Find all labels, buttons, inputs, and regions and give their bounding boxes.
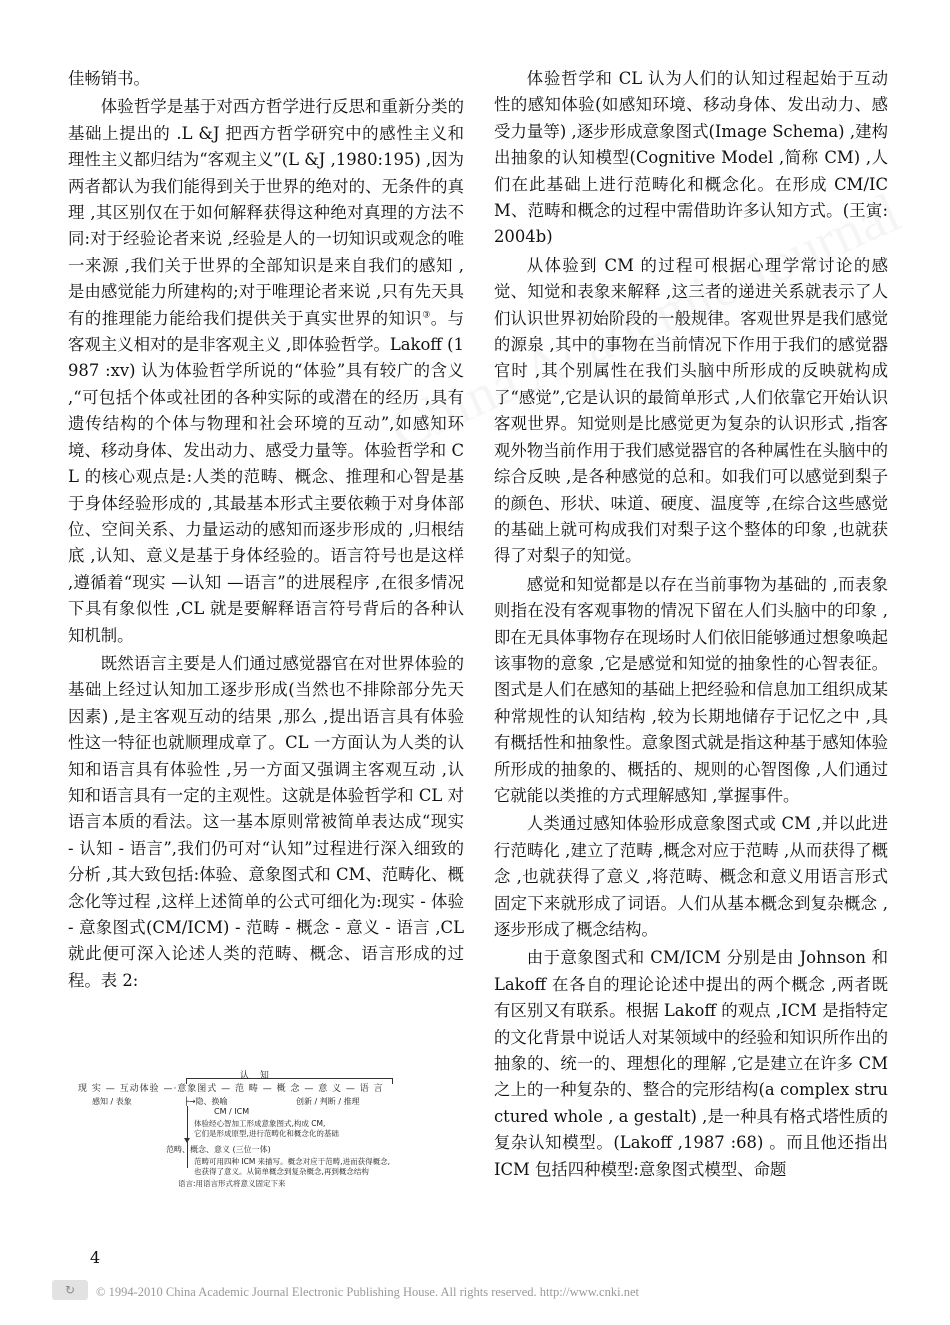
figure-main-chain: 现 实 — 互动体验 —·意象图式 — 范 畴 — 概 念 — 意 义 — 语 言 (78, 1084, 384, 1094)
copyright-footer: © 1994-2010 China Academic Journal Electronic Publishing House. All rights reserved. http://www.cnki.net (96, 1285, 639, 1299)
figure-top-label: 认 知 (240, 1071, 273, 1081)
figure-language-label: 语言:用语言形式将意义固定下来 (178, 1179, 286, 1188)
left-paragraph-1 (68, 94, 464, 649)
figure-note-line-1: 体验经心智加工形成意象图式,构成 CM, (194, 1119, 326, 1128)
right-column (494, 66, 888, 1183)
left-paragraph-0: 佳畅销书。 (68, 69, 150, 88)
figure-arrow-down-icon (184, 1138, 190, 1143)
cnki-logo-icon: ↻ (52, 1280, 88, 1300)
page-number: 4 (90, 1248, 101, 1267)
figure-vertical-line (187, 1106, 188, 1168)
left-paragraph-2: 既然语言主要是人们通过感觉器官在对世界体验的基础上经过认知加工逐步形成(当然也不排除部分先天因素) ,是主客观互动的结果 ,那么 ,提出语言具有体验性这一特征也就顺理成章了。CL 一方面认为人类的认知和语言具有体验性 ,另一方面又强调主客观互动 ,认知和语言具有一定的主观性。这就是体验哲学和 CL 对语言本质的看法。这一基本原则常被简单表达成“现实 - 认知 - 语言”,我们仍可对“认知”过程进行深入细致的分析 ,其大致包括:体验、意象图式和 CM、范畴化、概念化等过程 ,这样上述简单的公式可细化为:现实 - 体验 - 意象图式(CM/ICM) - 范畴 - 概念 - 意义 - 语言 ,CL 就此便可深入论述人类的范畴、概念、语言形成的过程。表 2: (68, 653, 464, 990)
left-paragraph-1-tail: 。与客观主义相对的是非客观主义 ,即体验哲学。Lakoff (1987 :xv) 认为体验哲学所说的“体验”具有较广的含义 ,“可包括个体或社团的各种实际的或潜在的经历 ,具有遗传结构的个体与物理和社会环境的互动”,如感知环境、移动身体、发出动力、感受力量等。体验哲学和 CL 的核心观点是:人类的范畴、概念、推理和心智是基于身体经验形成的 ,其最基本形式主要依赖于对身体部位、空间关系、力量运动的感知而逐步形成的 ,归根结底 ,认知、意义是基于身体经验的。语言符号也是这样 ,遵循着“现实 —认知 —语言”的进展程序 ,在很多情况下具有象似性 ,CL 就是要解释语言符号背后的各种认知机制。 (68, 308, 465, 645)
figure-metaphor-label: ├→隐、换喻 (184, 1097, 228, 1106)
right-paragraph-5: 由于意象图式和 CM/ICM 分别是由 Johnson 和 Lakoff 在各自的理论论述中提出的两个概念 ,两者既有区别又有联系。根据 Lakoff 的观点 ,ICM 是指特定的文化背景中说话人对某领域中的经验和知识所作出的抽象的、统一的、理想化的理解 ,它是建立在许多 CM 之上的一种复杂的、整合的完形结构(a complex structured whole , a gestalt) ,是一种具有格式塔性质的复杂认知模型。(Lakoff ,1987 :68) 。而且他还指出 ICM 包括四种模型:意象图式模型、命题 (494, 948, 888, 1179)
left-column (68, 66, 464, 994)
figure-note-line-2: 它们是形成原型,进行范畴化和概念化的基础 (194, 1129, 339, 1138)
figure-trinity-label: 范畴、概念、意义 (三位一体) (166, 1145, 271, 1154)
figure-note-line-4: 也获得了意义。从简单概念到复杂概念,再到概念结构 (194, 1167, 369, 1176)
right-paragraph-4: 人类通过感知体验形成意象图式或 CM ,并以此进行范畴化 ,建立了范畴 ,概念对应于范畴 ,从而获得了概念 ,也就获得了意义 ,将范畴、概念和意义用语言形式固定下来就形成了词语。人们从基本概念到复杂概念 ,逐步形成了概念结构。 (494, 814, 888, 939)
right-paragraph-2: 从体验到 CM 的过程可根据心理学常讨论的感觉、知觉和表象来解释 ,这三者的递进关系就表示了人们认识世界初始阶段的一般规律。客观世界是我们感觉的源泉 ,其中的事物在当前情况下作用于我们的感觉器官时 ,其个别属性在我们头脑中所形成的反映就构成了“感觉”,它是认识的最简单形式 ,人们依靠它开始认识客观世界。知觉则是比感觉更为复杂的认识形式 ,指客观外物当前作用于我们感觉器官的各种属性在头脑中的综合反映 ,是各种感觉的总和。如我们可以感觉到梨子的颜色、形状、味道、硬度、温度等 ,在综合这些感觉的基础上就可构成我们对梨子这个整体的印象 ,也就获得了对梨子的知觉。 (494, 255, 888, 566)
right-paragraph-1: 体验哲学和 CL 认为人们的认知过程起始于互动性的感知体验(如感知环境、移动身体、发出动力、感受力量等) ,逐步形成意象图式(Image Schema) ,建构出抽象的认知模型(Cognitive Model ,简称 CM) ,人们在此基础上进行范畴化和概念化。在形成 CM/ICM、范畴和概念的过程中需借助许多认知方式。(王寅:2004b) (494, 69, 888, 247)
footnote-marker[interactable]: ③ (422, 310, 431, 321)
figure-perception-label: 感知 / 表象 (92, 1097, 132, 1106)
left-paragraph-1-text: 体验哲学是基于对西方哲学进行反思和重新分类的基础上提出的 .L &J 把西方哲学研究中的感性主义和理性主义都归结为“客观主义”(L &J ,1980:195) ,因为两者都认为我们能得到关于世界的绝对的、无条件的真理 ,其区别仅在于如何解释获得这种绝对真理的方法不同:对于经验论者来说 ,经验是人的一切知识或观念的唯一来源 ,我们关于世界的全部知识是来自我们的感知 ,是由感觉能力所建构的;对于唯理论者来说 ,只有先天具有的推理能力能给我们提供关于真实世界的知识 (68, 97, 464, 328)
cognition-process-figure (78, 1068, 458, 1188)
right-paragraph-3: 感觉和知觉都是以存在当前事物为基础的 ,而表象则指在没有客观事物的情况下留在人们头脑中的印象 ,即在无具体事物存在现场时人们依旧能够通过想象唤起该事物的意象 ,它是感觉和知觉的抽象性的心智表征。图式是人们在感知的基础上把经验和信息加工组织成某种常规性的认知结构 ,较为长期地储存于记忆之中 ,具有概括性和抽象性。意象图式就是指这种基于感知体验所形成的抽象的、概括的、规则的心智图像 ,人们通过它就能以类推的方式理解感知 ,掌握事件。 (494, 574, 888, 805)
figure-note-line-3: 范畴可用四种 ICM 来描写。概念对应于范畴,进而获得概念, (194, 1157, 390, 1166)
figure-cm-label: CM / ICM (214, 1107, 250, 1116)
figure-reasoning-label: 创新 / 判断 / 推理 (296, 1097, 360, 1106)
